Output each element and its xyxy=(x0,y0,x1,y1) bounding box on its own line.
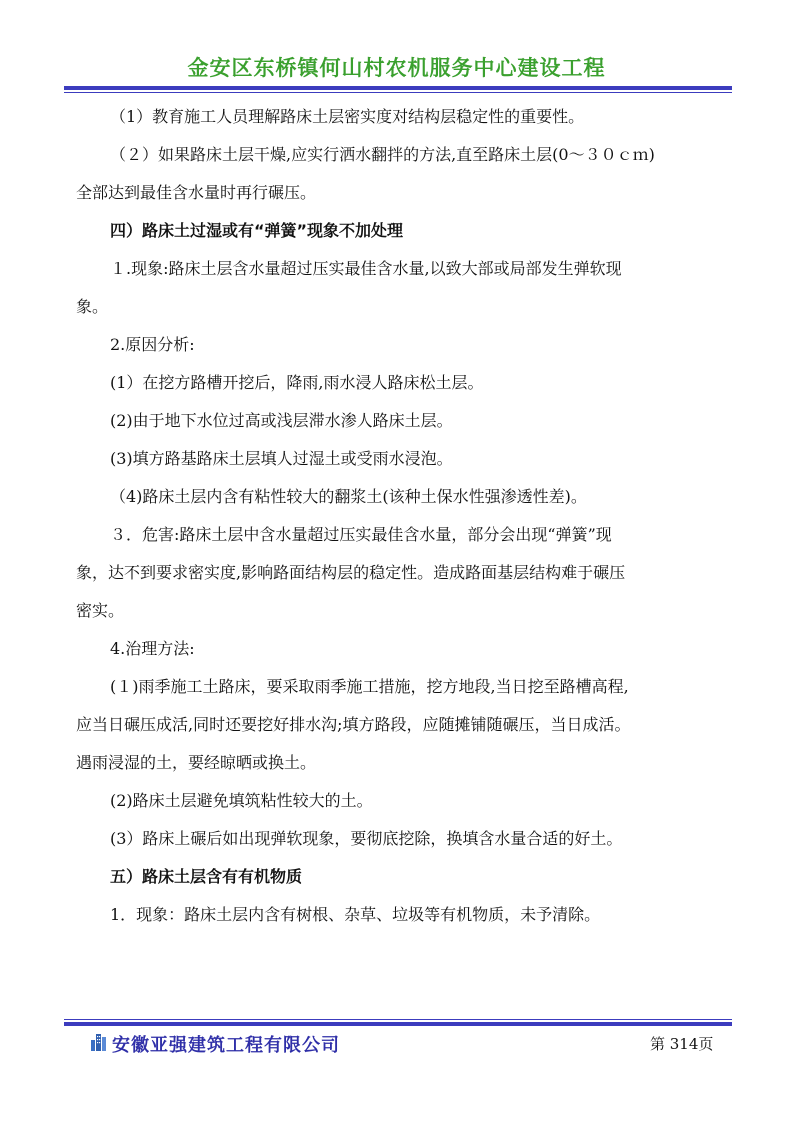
building-logo-icon xyxy=(90,1031,108,1051)
paragraph-line: 2.原因分析: xyxy=(110,335,195,354)
paragraph-line: (2)由于地下水位过高或浅层滞水渗人路床土层。 xyxy=(110,411,453,430)
paragraph-line: (3）路床上碾后如出现弹软现象，要彻底挖除，换填含水量合适的好土。 xyxy=(110,829,623,848)
document-body xyxy=(76,98,726,934)
page-header-title: 金安区东桥镇何山村农机服务中心建设工程 xyxy=(187,56,606,80)
paragraph-line: (2)路床土层避免填筑粘性较大的土。 xyxy=(110,791,373,810)
paragraph-line: （4)路床土层内含有粘性较大的翻浆土(该种土保水性强渗透性差)。 xyxy=(110,487,587,506)
paragraph-line: 密实。 xyxy=(76,601,125,620)
section-heading: 四）路床土过湿或有“弹簧”现象不加处理 xyxy=(110,221,404,240)
footer-rule-thick xyxy=(64,1022,732,1026)
page-number: 第 314页 xyxy=(650,1035,714,1053)
paragraph-line: (3)填方路基路床土层填人过湿土或受雨水浸泡。 xyxy=(110,449,453,468)
paragraph-line: 1．现象：路床土层内含有树根、杂草、垃圾等有机物质，未予清除。 xyxy=(110,905,601,924)
paragraph-line: （２）如果路床土层干燥,应实行洒水翻拌的方法,直至路床土层(0～３０ｃｍ) xyxy=(110,145,655,164)
paragraph-line: ３．危害:路床土层中含水量超过压实最佳含水量，部分会出现“弹簧”现 xyxy=(110,525,612,544)
paragraph-line: （1）教育施工人员理解路床土层密实度对结构层稳定性的重要性。 xyxy=(110,107,585,126)
paragraph-line: 4.治理方法: xyxy=(110,639,195,658)
paragraph-line: １.现象:路床土层含水量超过压实最佳含水量,以致大部或局部发生弹软现 xyxy=(110,259,622,278)
header-rule-thick xyxy=(64,86,732,90)
paragraph-line: 全部达到最佳含水量时再行碾压。 xyxy=(76,183,317,202)
paragraph-line: 遇雨浸湿的土，要经晾晒或换土。 xyxy=(76,753,317,772)
paragraph-line: (１)雨季施工土路床，要采取雨季施工措施，挖方地段,当日挖至路槽高程, xyxy=(110,677,629,696)
section-heading: 五）路床土层含有有机物质 xyxy=(110,867,303,886)
paragraph-line: 象，达不到要求密实度,影响路面结构层的稳定性。造成路面基层结构难于碾压 xyxy=(76,563,626,582)
paragraph-line: 应当日碾压成活,同时还要挖好排水沟;填方路段，应随摊铺随碾压，当日成活。 xyxy=(76,715,631,734)
header-rule-thin xyxy=(64,92,732,93)
paragraph-line: (1）在挖方路槽开挖后，降雨,雨水浸人路床松土层。 xyxy=(110,373,484,392)
footer-rule-thin xyxy=(64,1019,732,1020)
paragraph-line: 象。 xyxy=(76,297,109,316)
footer-company-name: 安徽亚强建筑工程有限公司 xyxy=(112,1035,340,1056)
